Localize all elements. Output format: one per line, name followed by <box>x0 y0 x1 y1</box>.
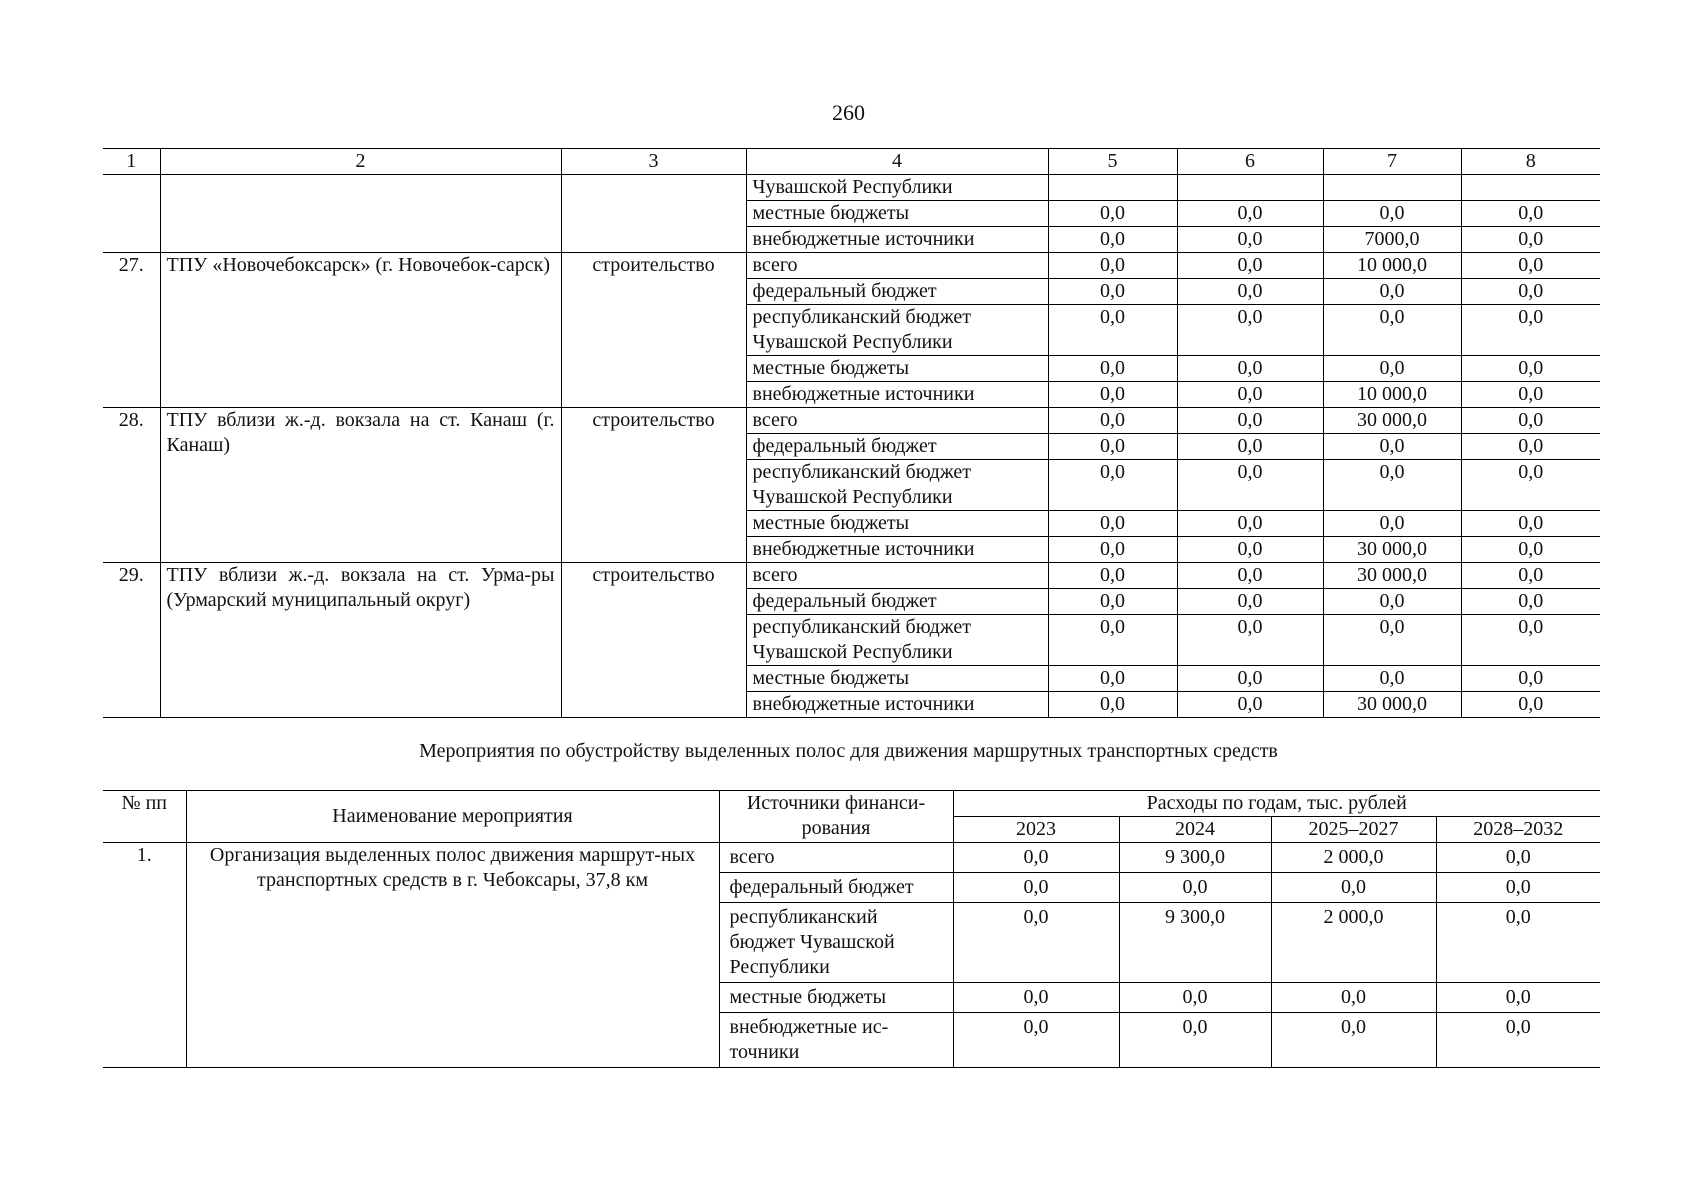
value-cell: 0,0 <box>1461 279 1600 305</box>
column-number: 7 <box>1323 149 1461 175</box>
funding-source: внебюджетные источники <box>746 227 1048 253</box>
funding-source: федеральный бюджет <box>719 873 953 903</box>
table-row <box>103 843 1600 873</box>
value-cell: 30 000,0 <box>1323 692 1461 718</box>
value-cell: 0,0 <box>1048 305 1177 356</box>
funding-source: внебюджетные ис-точники <box>719 1013 953 1068</box>
header-year: 2028–2032 <box>1436 817 1600 843</box>
header-year: 2024 <box>1119 817 1271 843</box>
value-cell: 0,0 <box>1048 460 1177 511</box>
item-name: ТПУ вблизи ж.-д. вокзала на ст. Канаш (г. Канаш) <box>160 408 561 563</box>
value-cell: 0,0 <box>1461 460 1600 511</box>
value-cell: 0,0 <box>1048 434 1177 460</box>
section-title: Мероприятия по обустройству выделенных полос для движения маршрутных транспортных средств <box>419 740 1278 762</box>
value-cell: 0,0 <box>1177 305 1323 356</box>
value-cell: 9 300,0 <box>1119 843 1271 873</box>
value-cell: 2 000,0 <box>1271 903 1436 983</box>
value-cell: 2 000,0 <box>1271 843 1436 873</box>
item-name: ТПУ «Новочебоксарск» (г. Новочебок-сарск) <box>160 253 561 408</box>
value-cell: 0,0 <box>1048 589 1177 615</box>
value-cell: 0,0 <box>1323 356 1461 382</box>
value-cell: 0,0 <box>1461 408 1600 434</box>
value-cell: 0,0 <box>1048 692 1177 718</box>
item-type: строительство <box>561 563 746 718</box>
value-cell: 0,0 <box>1177 356 1323 382</box>
funding-source: местные бюджеты <box>746 666 1048 692</box>
value-cell: 0,0 <box>1177 434 1323 460</box>
table-row <box>103 563 1600 589</box>
value-cell: 0,0 <box>1177 511 1323 537</box>
value-cell: 0,0 <box>1461 305 1600 356</box>
value-cell: 0,0 <box>1177 382 1323 408</box>
value-cell: 0,0 <box>1177 589 1323 615</box>
value-cell: 0,0 <box>1177 692 1323 718</box>
value-cell: 0,0 <box>1323 279 1461 305</box>
column-number: 3 <box>561 149 746 175</box>
value-cell: 0,0 <box>1177 408 1323 434</box>
value-cell: 0,0 <box>1271 983 1436 1013</box>
funding-source: местные бюджеты <box>719 983 953 1013</box>
header-name: Наименование мероприятия <box>186 791 719 843</box>
bus-lanes-table <box>103 790 1600 1068</box>
value-cell <box>1323 175 1461 201</box>
value-cell: 0,0 <box>1323 511 1461 537</box>
value-cell: 0,0 <box>1323 460 1461 511</box>
funding-source: федеральный бюджет <box>746 589 1048 615</box>
value-cell: 0,0 <box>1177 615 1323 666</box>
value-cell: 0,0 <box>1177 537 1323 563</box>
value-cell: 0,0 <box>1177 460 1323 511</box>
column-number: 6 <box>1177 149 1323 175</box>
funding-source: местные бюджеты <box>746 201 1048 227</box>
value-cell: 0,0 <box>1461 511 1600 537</box>
value-cell: 0,0 <box>1048 666 1177 692</box>
item-name <box>160 175 561 253</box>
item-type <box>561 175 746 253</box>
item-number: 27. <box>103 253 160 408</box>
value-cell: 0,0 <box>1048 408 1177 434</box>
value-cell: 30 000,0 <box>1323 408 1461 434</box>
value-cell: 0,0 <box>953 843 1119 873</box>
funding-source: республиканский бюджет Чувашской Республики <box>746 305 1048 356</box>
financing-table-continued <box>103 148 1600 718</box>
table-row <box>103 175 1600 201</box>
column-number: 4 <box>746 149 1048 175</box>
value-cell: 7000,0 <box>1323 227 1461 253</box>
funding-source: местные бюджеты <box>746 511 1048 537</box>
funding-source: всего <box>746 563 1048 589</box>
value-cell <box>1048 175 1177 201</box>
value-cell: 0,0 <box>1461 563 1600 589</box>
value-cell: 0,0 <box>1048 279 1177 305</box>
header-year: 2023 <box>953 817 1119 843</box>
value-cell: 0,0 <box>1461 434 1600 460</box>
value-cell: 30 000,0 <box>1323 537 1461 563</box>
value-cell: 0,0 <box>953 873 1119 903</box>
value-cell: 0,0 <box>1323 615 1461 666</box>
value-cell: 0,0 <box>1048 537 1177 563</box>
funding-source: федеральный бюджет <box>746 279 1048 305</box>
value-cell: 0,0 <box>1177 201 1323 227</box>
value-cell: 0,0 <box>1177 253 1323 279</box>
value-cell: 0,0 <box>953 983 1119 1013</box>
header-num: № пп <box>103 791 186 843</box>
funding-source: внебюджетные источники <box>746 537 1048 563</box>
value-cell: 0,0 <box>1461 253 1600 279</box>
value-cell: 0,0 <box>1436 1013 1600 1068</box>
funding-source: республиканский бюджет Чувашской Республики <box>746 615 1048 666</box>
value-cell: 0,0 <box>1461 666 1600 692</box>
value-cell <box>1177 175 1323 201</box>
value-cell: 0,0 <box>1119 983 1271 1013</box>
item-number: 29. <box>103 563 160 718</box>
funding-source: республиканский бюджет Чувашской Республики <box>719 903 953 983</box>
column-number: 8 <box>1461 149 1600 175</box>
table2-header-row <box>103 791 1600 817</box>
value-cell: 0,0 <box>953 903 1119 983</box>
value-cell <box>1461 175 1600 201</box>
value-cell: 0,0 <box>1461 356 1600 382</box>
value-cell: 0,0 <box>1048 253 1177 279</box>
value-cell: 0,0 <box>1461 589 1600 615</box>
value-cell: 0,0 <box>1048 356 1177 382</box>
value-cell: 0,0 <box>1119 1013 1271 1068</box>
item-type: строительство <box>561 253 746 408</box>
value-cell: 0,0 <box>1461 537 1600 563</box>
page-number: 260 <box>832 100 865 125</box>
funding-source: республиканский бюджет Чувашской Республики <box>746 460 1048 511</box>
column-number-row <box>103 149 1600 175</box>
value-cell: 0,0 <box>1323 589 1461 615</box>
funding-source: внебюджетные источники <box>746 692 1048 718</box>
value-cell: 0,0 <box>1323 666 1461 692</box>
item-number <box>103 175 160 253</box>
value-cell: 0,0 <box>1461 201 1600 227</box>
value-cell: 0,0 <box>1323 201 1461 227</box>
value-cell: 0,0 <box>1436 873 1600 903</box>
header-sources: Источники финанси-рования <box>719 791 953 843</box>
value-cell: 0,0 <box>1177 563 1323 589</box>
value-cell: 0,0 <box>1323 305 1461 356</box>
value-cell: 0,0 <box>953 1013 1119 1068</box>
item-name: Организация выделенных полос движения маршрут-ных транспортных средств в г. Чебоксары, 37,8 км <box>186 843 719 1068</box>
funding-source: всего <box>746 253 1048 279</box>
table-row <box>103 408 1600 434</box>
funding-source: федеральный бюджет <box>746 434 1048 460</box>
value-cell: 0,0 <box>1461 382 1600 408</box>
column-number: 1 <box>103 149 160 175</box>
item-type: строительство <box>561 408 746 563</box>
funding-source: внебюджетные источники <box>746 382 1048 408</box>
value-cell: 0,0 <box>1048 227 1177 253</box>
value-cell: 0,0 <box>1048 615 1177 666</box>
table-row <box>103 253 1600 279</box>
value-cell: 0,0 <box>1436 903 1600 983</box>
value-cell: 0,0 <box>1048 563 1177 589</box>
value-cell: 0,0 <box>1177 279 1323 305</box>
value-cell: 10 000,0 <box>1323 382 1461 408</box>
value-cell: 0,0 <box>1271 1013 1436 1068</box>
value-cell: 0,0 <box>1436 983 1600 1013</box>
value-cell: 0,0 <box>1048 201 1177 227</box>
value-cell: 0,0 <box>1048 382 1177 408</box>
item-number: 1. <box>103 843 186 1068</box>
item-name: ТПУ вблизи ж.-д. вокзала на ст. Урма-ры (Урмарский муниципальный округ) <box>160 563 561 718</box>
value-cell: 0,0 <box>1461 692 1600 718</box>
value-cell: 0,0 <box>1461 615 1600 666</box>
value-cell: 10 000,0 <box>1323 253 1461 279</box>
value-cell: 9 300,0 <box>1119 903 1271 983</box>
value-cell: 0,0 <box>1461 227 1600 253</box>
funding-source: всего <box>746 408 1048 434</box>
column-number: 5 <box>1048 149 1177 175</box>
value-cell: 0,0 <box>1323 434 1461 460</box>
funding-source: Чувашской Республики <box>746 175 1048 201</box>
value-cell: 0,0 <box>1177 666 1323 692</box>
header-year: 2025–2027 <box>1271 817 1436 843</box>
value-cell: 0,0 <box>1177 227 1323 253</box>
funding-source: местные бюджеты <box>746 356 1048 382</box>
value-cell: 0,0 <box>1048 511 1177 537</box>
value-cell: 0,0 <box>1119 873 1271 903</box>
value-cell: 0,0 <box>1271 873 1436 903</box>
funding-source: всего <box>719 843 953 873</box>
item-number: 28. <box>103 408 160 563</box>
column-number: 2 <box>160 149 561 175</box>
value-cell: 30 000,0 <box>1323 563 1461 589</box>
header-expenses: Расходы по годам, тыс. рублей <box>953 791 1600 817</box>
value-cell: 0,0 <box>1436 843 1600 873</box>
